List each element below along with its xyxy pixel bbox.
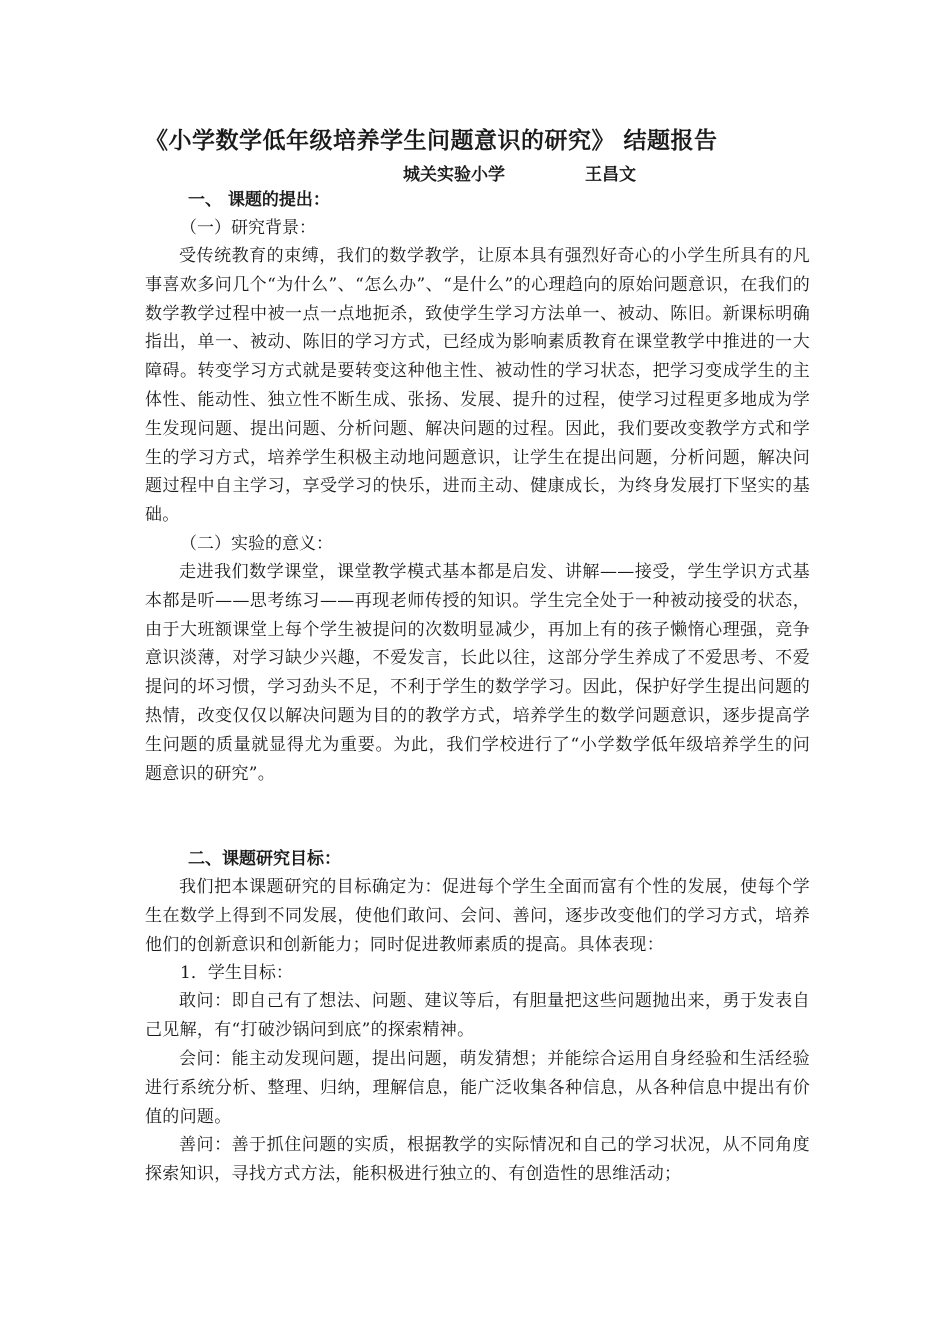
- section-1-paragraph-1: 受传统教育的束缚，我们的数学教学，让原本具有强烈好奇心的小学生所具有的凡事喜欢多问几个“为什么”、“怎么办”、“是什么”的心理趋向的原始问题意识，在我们的数学教学过程中被一点一点地扼杀，致使学生学习方法单一、被动、陈旧。新课标明确指出，单一、被动、陈旧的学习方式，已经成为影响素质教育在课堂教学中推进的一大障碍。转变学习方式就是要转变这种他主性、被动性的学习状态，把学习变成学生的主体性、能动性、独立性不断生成、张扬、发展、提升的过程，使学习过程更多地成为学生发现问题、提出问题、分析问题、解决问题的过程。因此，我们要改变教学方式和学生的学习方式，培养学生积极主动地问题意识，让学生在提出问题，分析问题，解决问题过程中自主学习，享受学习的快乐，进而主动、健康成长，为终身发展打下坚实的基础。: [145, 246, 810, 526]
- section-1: [145, 186, 810, 788]
- section-2: [145, 845, 810, 1189]
- author-school: 城关实验小学: [403, 165, 505, 185]
- section-2-paragraph-1: 我们把本课题研究的目标确定为：促进每个学生全面而富有个性的发展，使每个学生在数学上得到不同发展，使他们敢问、会问、善问，逐步改变他们的学习方式，培养他们的创新意识和创新能力；同时促进教师素质的提高。具体表现：: [145, 877, 810, 955]
- report-title: 《小学数学低年级培养学生问题意识的研究》 结题报告: [145, 127, 718, 154]
- section-1-sub-2: （二）实验的意义：: [180, 533, 333, 554]
- section-2-paragraph-2: 敢问：即自己有了想法、问题、建议等后，有胆量把这些问题抛出来，勇于发表自己见解，有“打破沙锅问到底”的探索精神。: [145, 991, 810, 1041]
- author-name: 王昌文: [585, 165, 636, 185]
- section-2-paragraph-4: 善问：善于抓住问题的实质，根据教学的实际情况和自己的学习状况，从不同角度探索知识，寻找方式方法，能积极进行独立的、有创造性的思维活动；: [145, 1135, 810, 1185]
- author-line: [0, 156, 950, 186]
- section-1-paragraph-2: 走进我们数学课堂，课堂教学模式基本都是启发、讲解——接受，学生学识方式基本都是听——思考练习——再现老师传授的知识。学生完全处于一种被动接受的状态，由于大班额课堂上每个学生被提问的次数明显减少，再加上有的孩子懒惰心理强，竞争意识淡薄，对学习缺少兴趣，不爱发言，长此以往，这部分学生养成了不爱思考、不爱提问的坏习惯，学习劲头不足，不利于学生的数学学习。因此，保护好学生提出问题的热情，改变仅仅以解决问题为目的的教学方式，培养学生的数学问题意识，逐步提高学生问题的质量就显得尤为重要。为此，我们学校进行了“小学数学低年级培养学生的问题意识的研究”。: [145, 561, 810, 784]
- section-2-heading: 二、课题研究目标：: [188, 849, 341, 869]
- section-2-sub-1: 1．学生目标：: [180, 963, 293, 984]
- section-1-heading: 一、 课题的提出：: [188, 190, 330, 210]
- section-2-paragraph-3: 会问：能主动发现问题，提出问题，萌发猜想；并能综合运用自身经验和生活经验进行系统分析、整理、归纳，理解信息，能广泛收集各种信息，从各种信息中提出有价值的问题。: [145, 1048, 810, 1127]
- section-1-sub-1: （一）研究背景：: [180, 218, 316, 238]
